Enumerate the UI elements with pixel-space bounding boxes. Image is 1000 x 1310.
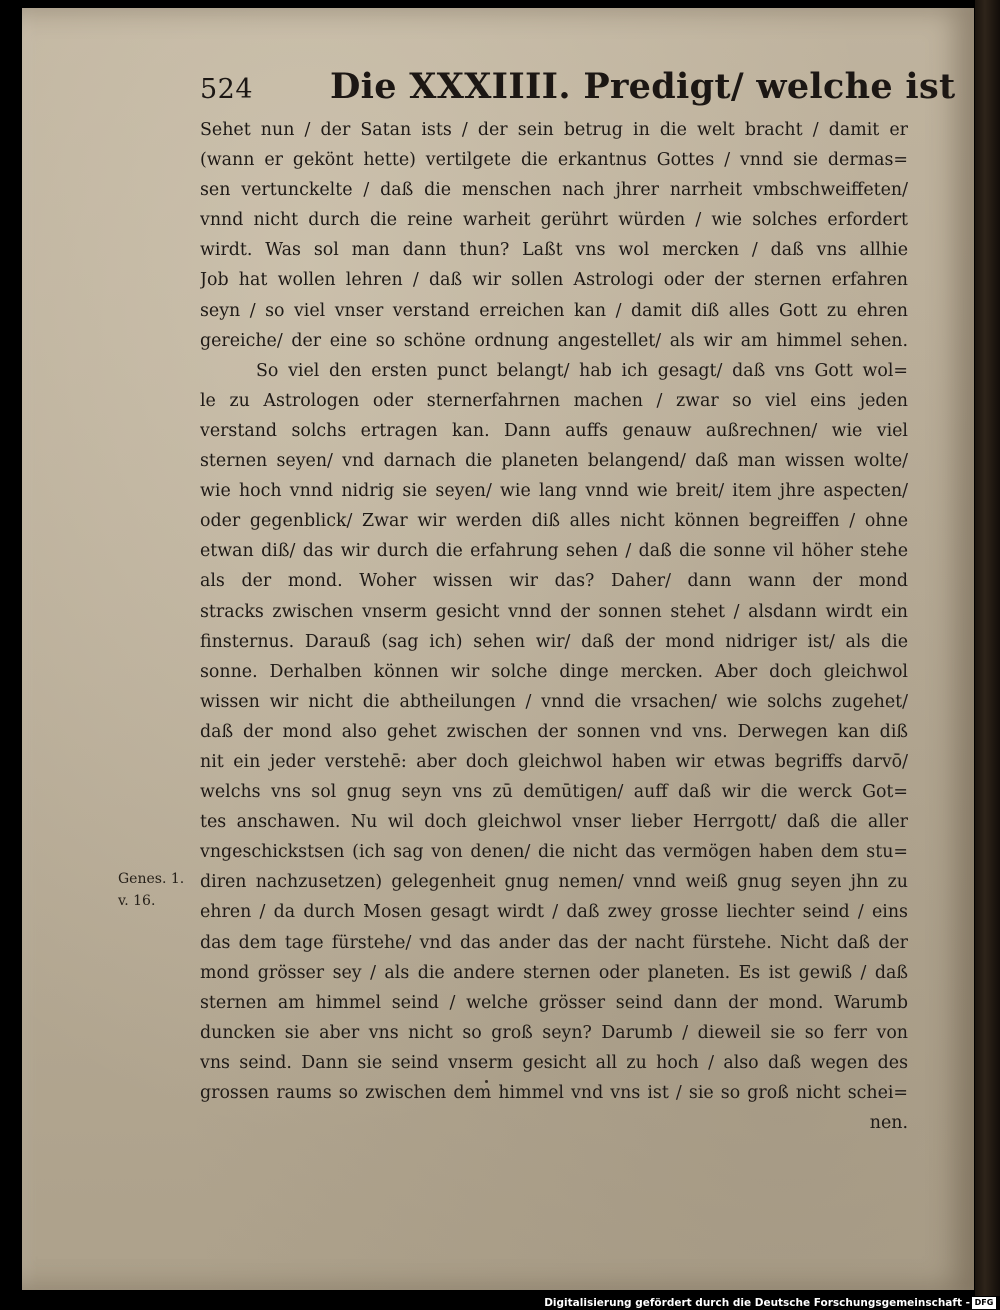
text-line: stracks zwischen vnserm gesicht vnnd der sonnen stehet / alsdann wirdt ein xyxy=(200,601,908,622)
text-line: mond grösser sey / als die andere sternen oder planeten. Es ist gewiß / daß xyxy=(200,962,908,983)
paper-speck xyxy=(485,1080,488,1083)
text-line: ehren / da durch Mosen gesagt wirdt / daß zwey grosse liechter seind / eins xyxy=(200,902,908,923)
text-line: sternen am himmel seind / welche grösser seind dann der mond. Warumb xyxy=(200,992,908,1013)
text-line: sen vertunckelte / daß die menschen nach jhrer narrheit vmbschweiffeten/ xyxy=(200,180,908,201)
text-line: seyn / so viel vnser verstand erreichen kan / damit diß alles Gott zu ehren xyxy=(200,300,908,321)
text-line: etwan diß/ das wir durch die erfahrung sehen / daß die sonne vil höher stehe xyxy=(200,541,908,562)
text-line: tes anschawen. Nu wil doch gleichwol vnser lieber Herrgott/ daß die aller xyxy=(200,812,908,833)
text-line: Job hat wollen lehren / daß wir sollen Astrologi oder der sternen erfahren xyxy=(200,270,908,291)
margin-note-reference: Genes. 1. xyxy=(118,871,185,887)
text-line: oder gegenblick/ Zwar wir werden diß alles nicht können begreiffen / ohne xyxy=(200,511,908,532)
text-line: sternen seyen/ vnd darnach die planeten belangend/ daß man wissen wolte/ xyxy=(200,451,908,472)
text-line: Sehet nun / der Satan ists / der sein betrug in die welt bracht / damit er xyxy=(200,120,908,140)
text-line: vns seind. Dann sie seind vnserm gesicht all zu hoch / also daß wegen des xyxy=(200,1052,908,1073)
text-line: le zu Astrologen oder sternerfahrnen machen / zwar so viel eins jeden xyxy=(200,390,908,411)
running-title: Die XXXIIII. Predigt/ welche ist xyxy=(330,66,956,107)
text-line: nit ein jeder verstehē: aber doch gleichwol haben wir etwas begriffs darvō/ xyxy=(200,751,908,772)
margin-note xyxy=(118,868,188,912)
text-line: verstand solchs ertragen kan. Dann auffs genauw außrechnen/ wie viel xyxy=(200,420,908,441)
dfg-logo-icon: DFG xyxy=(972,1297,996,1309)
book-edge xyxy=(975,0,1000,1300)
footer-bar xyxy=(0,1296,1000,1310)
sermon-text xyxy=(200,115,908,1138)
page-header xyxy=(200,66,956,112)
text-line: wirdt. Was sol man dann thun? Laßt vns wol mercken / daß vns allhie xyxy=(200,240,908,261)
text-line: daß der mond also gehet zwischen der sonnen vnd vns. Derwegen kan diß xyxy=(200,721,908,742)
text-line: als der mond. Woher wissen wir das? Daher/ dann wann der mond xyxy=(200,571,908,592)
text-line: vngeschickstsen (ich sag von denen/ die nicht das vermögen haben dem stu= xyxy=(200,842,908,863)
text-line: wie hoch vnnd nidrig sie seyen/ wie lang vnnd wie breit/ item jhre aspecten/ xyxy=(200,481,908,502)
catchword-line: nen. xyxy=(869,1113,908,1134)
digitization-credit: Digitalisierung gefördert durch die Deutsche Forschungsgemeinschaft - xyxy=(544,1297,970,1309)
page-number: 524 xyxy=(200,74,254,105)
text-line: gereiche/ der eine so schöne ordnung angestellet/ als wir am himmel sehen. xyxy=(200,330,908,351)
text-line: wissen wir nicht die abtheilungen / vnnd die vrsachen/ wie solchs zugehet/ xyxy=(200,691,908,712)
text-line: So viel den ersten punct belangt/ hab ich gesagt/ daß vns Gott wol= xyxy=(256,360,908,381)
margin-note-verse: v. 16. xyxy=(118,893,156,909)
text-line: sonne. Derhalben können wir solche dinge mercken. Aber doch gleichwol xyxy=(200,661,908,682)
text-line: welchs vns sol gnug seyn vns zū demūtigen/ auff daß wir die werck Got= xyxy=(200,782,908,803)
text-line: das dem tage fürstehe/ vnd das ander das der nacht fürstehe. Nicht daß der xyxy=(200,932,908,953)
text-line: vnnd nicht durch die reine warheit gerührt würden / wie solches erfordert xyxy=(200,210,908,231)
text-line: (wann er gekönt hette) vertilgete die erkantnus Gottes / vnnd sie dermas= xyxy=(200,150,908,171)
text-line: finsternus. Darauß (sag ich) sehen wir/ daß der mond nidriger ist/ als die xyxy=(200,631,908,652)
text-line: diren nachzusetzen) gelegenheit gnug nemen/ vnnd weiß gnug seyen jhn zu xyxy=(200,872,908,893)
text-line: duncken sie aber vns nicht so groß seyn? Darumb / dieweil sie so ferr von xyxy=(200,1022,908,1043)
text-line: grossen raums so zwischen dem himmel vnd vns ist / sie so groß nicht schei= xyxy=(200,1083,908,1103)
